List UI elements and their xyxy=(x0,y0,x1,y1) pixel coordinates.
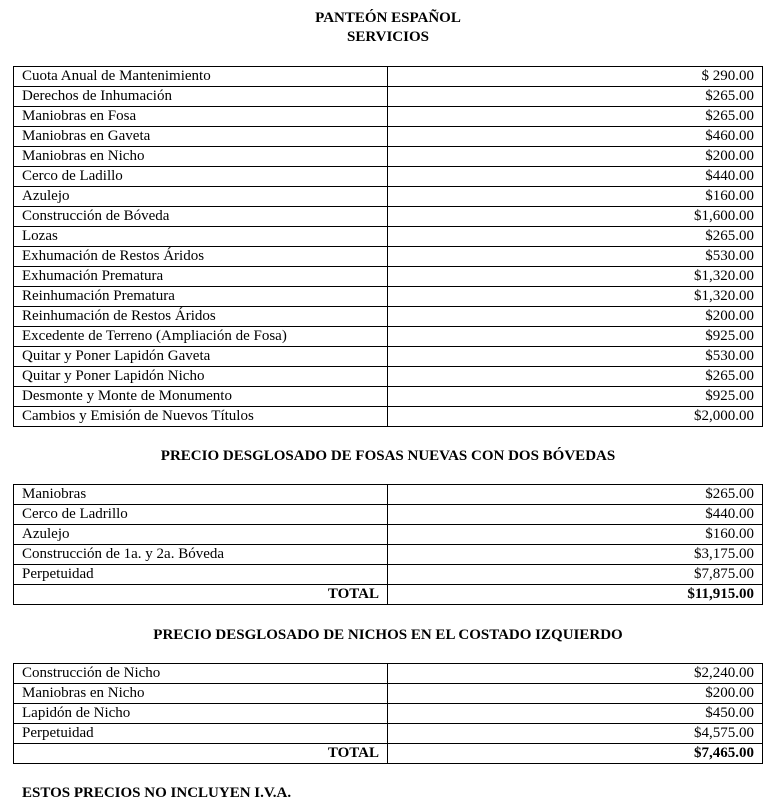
table-row xyxy=(14,227,763,247)
table-row xyxy=(14,724,763,744)
service-name: Exhumación de Restos Áridos xyxy=(14,247,388,267)
service-name: Cambios y Emisión de Nuevos Títulos xyxy=(14,407,388,427)
tax-note: ESTOS PRECIOS NO INCLUYEN I.V.A. xyxy=(22,785,292,801)
service-name: Maniobras en Fosa xyxy=(14,107,388,127)
service-name: Maniobras en Gaveta xyxy=(14,127,388,147)
service-price: $265.00 xyxy=(388,485,763,505)
service-price: $160.00 xyxy=(388,525,763,545)
nichos-table-body xyxy=(14,664,763,744)
service-name: Azulejo xyxy=(14,525,388,545)
table-row xyxy=(14,267,763,287)
service-price: $4,575.00 xyxy=(388,724,763,744)
service-price: $925.00 xyxy=(388,387,763,407)
page-subtitle: SERVICIOS xyxy=(346,29,429,45)
service-name: Construcción de Bóveda xyxy=(14,207,388,227)
table-row xyxy=(14,525,763,545)
table-row xyxy=(14,287,763,307)
service-price: $200.00 xyxy=(388,684,763,704)
table-row xyxy=(14,407,763,427)
table-row xyxy=(14,147,763,167)
service-price: $440.00 xyxy=(388,167,763,187)
table-row xyxy=(14,664,763,684)
table-row xyxy=(14,167,763,187)
service-name: Construcción de Nicho xyxy=(14,664,388,684)
service-name: Reinhumación de Restos Áridos xyxy=(14,307,388,327)
services-table-body xyxy=(14,67,763,427)
service-name: Cerco de Ladillo xyxy=(14,167,388,187)
nichos-total-row xyxy=(14,744,763,764)
service-price: $3,175.00 xyxy=(388,545,763,565)
page-title: PANTEÓN ESPAÑOL xyxy=(315,10,461,26)
table-row xyxy=(14,207,763,227)
service-name: Excedente de Terreno (Ampliación de Fosa) xyxy=(14,327,388,347)
fosas-total-row xyxy=(14,585,763,605)
service-name: Perpetuidad xyxy=(14,565,388,585)
service-name: Quitar y Poner Lapidón Gaveta xyxy=(14,347,388,367)
service-price: $925.00 xyxy=(388,327,763,347)
table-row xyxy=(14,327,763,347)
service-price: $1,320.00 xyxy=(388,267,763,287)
service-price: $265.00 xyxy=(388,107,763,127)
service-name: Construcción de 1a. y 2a. Bóveda xyxy=(14,545,388,565)
service-price: $265.00 xyxy=(388,227,763,247)
fosas-table xyxy=(13,484,763,605)
service-name: Maniobras en Nicho xyxy=(14,147,388,167)
table-row xyxy=(14,684,763,704)
service-price: $200.00 xyxy=(388,307,763,327)
service-price: $530.00 xyxy=(388,247,763,267)
table-row xyxy=(14,367,763,387)
table-row xyxy=(14,87,763,107)
service-name: Desmonte y Monte de Monumento xyxy=(14,387,388,407)
service-name: Lozas xyxy=(14,227,388,247)
fosas-total-value: $11,915.00 xyxy=(388,585,763,605)
service-price: $440.00 xyxy=(388,505,763,525)
service-price: $530.00 xyxy=(388,347,763,367)
service-name: Maniobras xyxy=(14,485,388,505)
service-name: Lapidón de Nicho xyxy=(14,704,388,724)
nichos-total-label: TOTAL xyxy=(14,744,388,764)
service-price: $1,600.00 xyxy=(388,207,763,227)
fosas-total-label: TOTAL xyxy=(14,585,388,605)
service-name: Derechos de Inhumación xyxy=(14,87,388,107)
service-price: $460.00 xyxy=(388,127,763,147)
table-row xyxy=(14,347,763,367)
service-name: Perpetuidad xyxy=(14,724,388,744)
nichos-table xyxy=(13,663,763,764)
table-row xyxy=(14,387,763,407)
table-row xyxy=(14,505,763,525)
service-price: $2,000.00 xyxy=(388,407,763,427)
fosas-heading: PRECIO DESGLOSADO DE FOSAS NUEVAS CON DOS BÓVEDAS xyxy=(160,448,616,464)
service-name: Cuota Anual de Mantenimiento xyxy=(14,67,388,87)
table-row xyxy=(14,704,763,724)
service-price: $7,875.00 xyxy=(388,565,763,585)
table-row xyxy=(14,67,763,87)
service-price: $200.00 xyxy=(388,147,763,167)
services-table xyxy=(13,66,763,427)
service-price: $2,240.00 xyxy=(388,664,763,684)
nichos-heading: PRECIO DESGLOSADO DE NICHOS EN EL COSTADO IZQUIERDO xyxy=(153,627,623,643)
service-price: $160.00 xyxy=(388,187,763,207)
fosas-table-body xyxy=(14,485,763,585)
service-name: Exhumación Prematura xyxy=(14,267,388,287)
table-row xyxy=(14,247,763,267)
service-name: Quitar y Poner Lapidón Nicho xyxy=(14,367,388,387)
service-name: Cerco de Ladrillo xyxy=(14,505,388,525)
table-row xyxy=(14,127,763,147)
service-price: $ 290.00 xyxy=(388,67,763,87)
table-row xyxy=(14,107,763,127)
service-name: Azulejo xyxy=(14,187,388,207)
service-price: $1,320.00 xyxy=(388,287,763,307)
table-row xyxy=(14,307,763,327)
service-name: Maniobras en Nicho xyxy=(14,684,388,704)
table-row xyxy=(14,485,763,505)
service-price: $265.00 xyxy=(388,367,763,387)
service-price: $265.00 xyxy=(388,87,763,107)
table-row xyxy=(14,565,763,585)
service-name: Reinhumación Prematura xyxy=(14,287,388,307)
service-price: $450.00 xyxy=(388,704,763,724)
nichos-total-section xyxy=(14,744,763,764)
table-row xyxy=(14,545,763,565)
nichos-total-value: $7,465.00 xyxy=(388,744,763,764)
fosas-total-section xyxy=(14,585,763,605)
table-row xyxy=(14,187,763,207)
